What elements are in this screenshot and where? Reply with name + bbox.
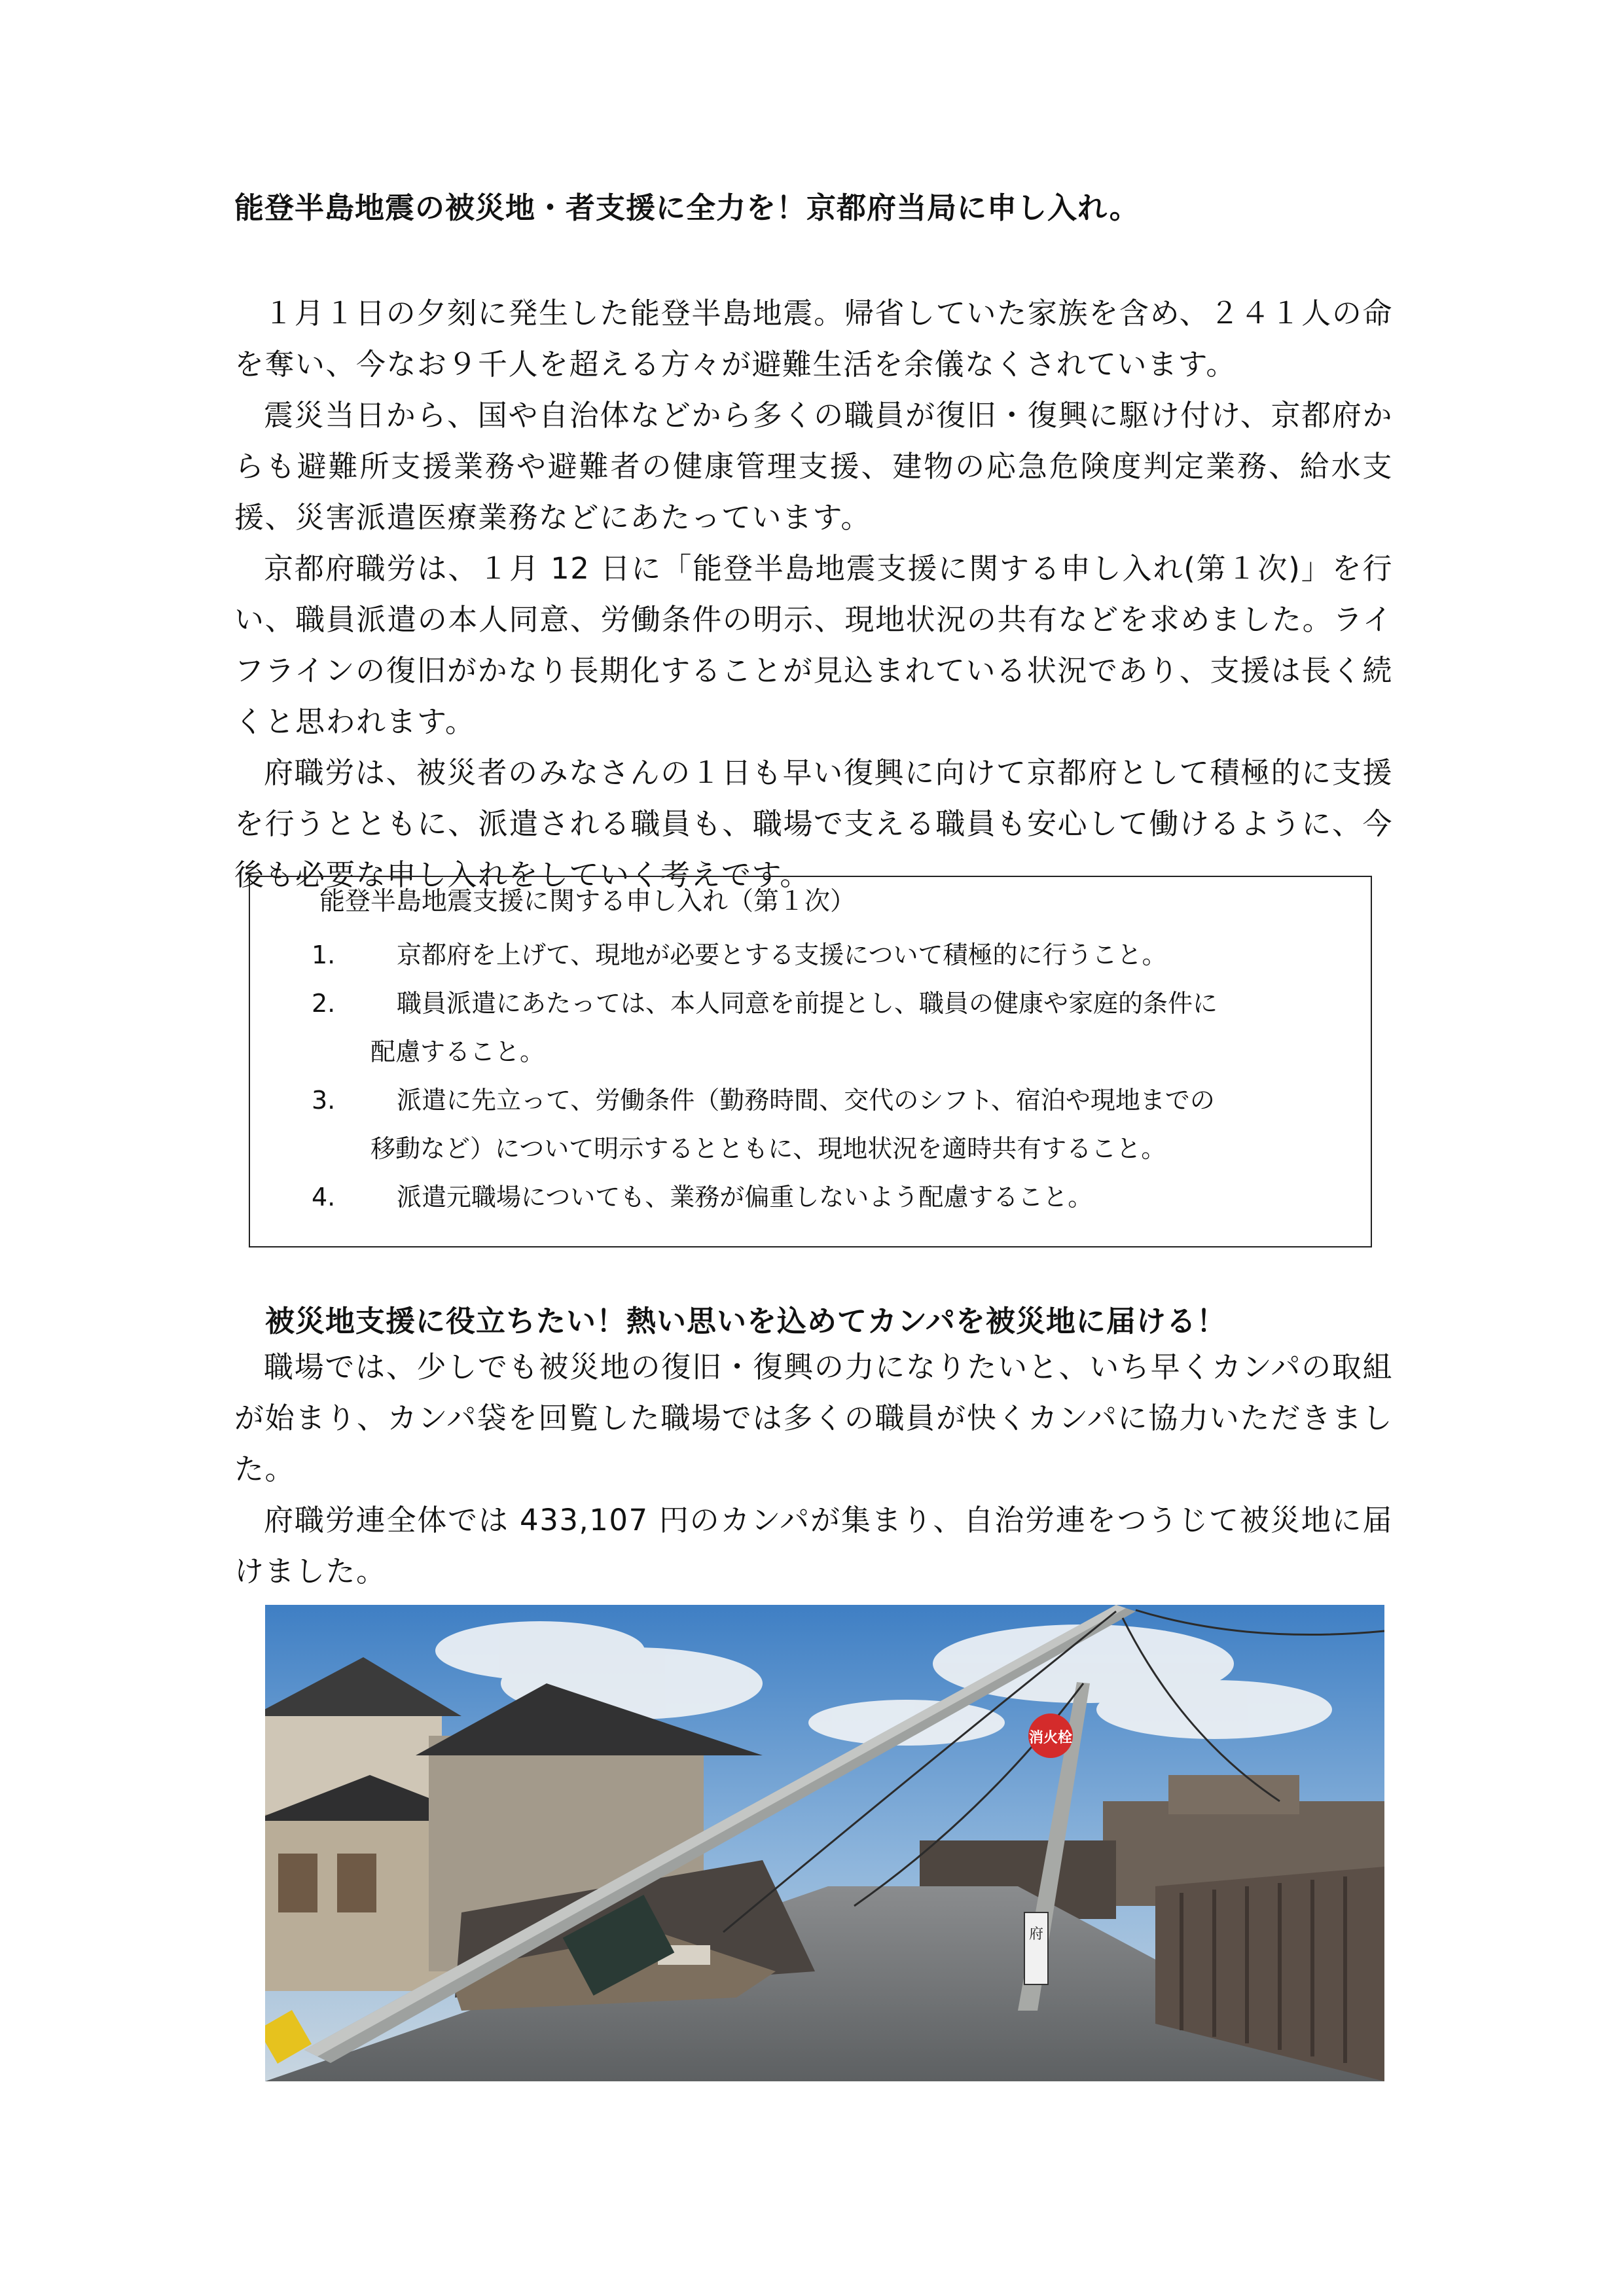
fire-hydrant-sign-label: 消火栓 — [1028, 1730, 1073, 1746]
request-item-text: 京都府を上げて、現地が必要とする支援について積極的に行うこと。 — [397, 941, 1167, 969]
request-item-number: 3. — [312, 1086, 336, 1115]
request-item-continuation: 配慮すること。 — [370, 1037, 545, 1066]
donation-text — [234, 1342, 1393, 1597]
intro-paragraph-2: 震災当日から、国や自治体などから多くの職員が復旧・復興に駆け付け、京都府からも避難所支援業務や避難者の健康管理支援、建物の応急危険度判定業務、給水支援、災害派遣医療業務などにあたっています。 — [234, 398, 1393, 535]
request-item-2 — [312, 979, 1352, 1076]
article-title: 能登半島地震の被災地・者支援に全力を！京都府当局に申し入れ。 — [234, 190, 1140, 225]
intro-paragraph-4: 府職労は、被災者のみなさんの１日も早い復興に向けて京都府として積極的に支援を行うとともに、派遣される職員も、職場で支える職員も安心して働けるように、今後も必要な申し入れをしていく考えです。 — [234, 755, 1393, 892]
request-item-text: 派遣元職場についても、業務が偏重しないよう配慮すること。 — [397, 1183, 1093, 1211]
intro-paragraph-3: 京都府職労は、１月 12 日に「能登半島地震支援に関する申し入れ(第１次)」を行い、職員派遣の本人同意、労働条件の明示、現地状況の共有などを求めました。ライフラインの復旧がかなり長期化することが見込まれている状況であり、支援は長く続くと思われます。 — [234, 551, 1393, 739]
donation-paragraph-1: 職場では、少しでも被災地の復旧・復興の力になりたいと、いち早くカンパの取組が始まり、カンパ袋を回覧した職場では多くの職員が快くカンパに協力いただきました。 — [234, 1350, 1393, 1486]
request-item-text: 職員派遣にあたっては、本人同意を前提とし、職員の健康や家庭的条件に — [397, 989, 1218, 1018]
pole-label — [1024, 1912, 1048, 1984]
request-item-number: 2. — [312, 989, 336, 1018]
section-title-donation: 被災地支援に役立ちたい！熱い思いを込めてカンパを被災地に届ける！ — [265, 1304, 1227, 1338]
request-item-3 — [312, 1076, 1352, 1173]
request-item-number: 1. — [312, 941, 336, 969]
photo-illustration — [265, 1605, 1384, 2081]
request-item-1 — [312, 931, 1352, 979]
donation-paragraph-2: 府職労連全体では 433,107 円のカンパが集まり、自治労連をつうじて被災地に届けました。 — [234, 1503, 1393, 1588]
request-item-4 — [312, 1173, 1352, 1221]
request-item-continuation: 移動など）について明示するとともに、現地状況を適時共有すること。 — [370, 1134, 1166, 1163]
intro-text — [234, 288, 1393, 901]
request-box-title: 能登半島地震支援に関する申し入れ（第１次） — [319, 887, 856, 916]
request-item-number: 4. — [312, 1183, 336, 1211]
request-item-text: 派遣に先立って、労働条件（勤務時間、交代のシフト、宿泊や現地までの — [397, 1086, 1215, 1115]
pole-label-text: 府 — [1028, 1926, 1044, 1943]
earthquake-damage-photo — [265, 1605, 1384, 2081]
intro-paragraph-1: １月１日の夕刻に発生した能登半島地震。帰省していた家族を含め、２４１人の命を奪い、今なお９千人を超える方々が避難生活を余儀なくされています。 — [234, 296, 1393, 382]
request-box — [249, 876, 1372, 1247]
